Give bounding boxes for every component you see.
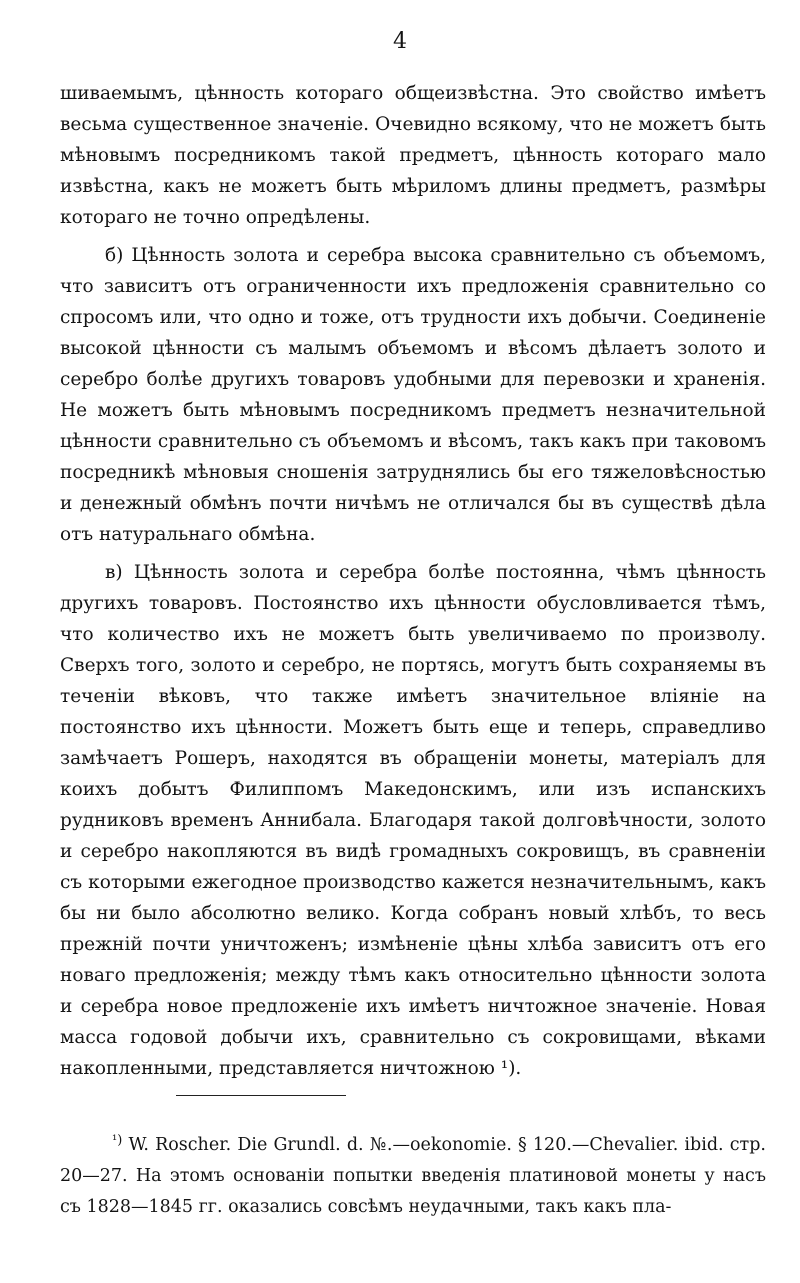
paragraph-v-tail: .	[515, 1058, 522, 1079]
footnote-text: W. Roscher. Die Grundl. d. №.—oekonomie. § 120.—Chevalier. ibid. стр. 20—27. На этомъ основанiи попытки введенiя платиновой монеты у насъ съ 1828—1845 гг. оказались совсѣмъ неудачными, такъ какъ пла-	[60, 1135, 766, 1217]
paragraph-b: б) Цѣнность золота и серебра высока сравнительно съ объемомъ, что зависитъ отъ ограниченности ихъ предложенiя сравнительно со спросомъ или, что одно и тоже, отъ трудности ихъ добычи. Соединенiе высокой цѣнности съ малымъ объемомъ и вѣсомъ дѣлаетъ золото и серебро болѣе другихъ товаровъ удобными для перевозки и храненiя. Не можетъ быть мѣновымъ посредникомъ предметъ незначительной цѣнности сравнительно съ объемомъ и вѣсомъ, такъ какъ при таковомъ посредникѣ мѣновыя сношенiя затруднялись бы его тяжеловѣсностью и денежный обмѣнъ почти ничѣмъ не отличался бы въ существѣ дѣла отъ натуральнаго обмѣна.	[60, 245, 766, 545]
paragraph-v-text: в) Цѣнность золота и серебра болѣе постоянна, чѣмъ цѣнность другихъ товаровъ. Постоянство ихъ цѣнности обусловливается тѣмъ, что количество ихъ не можетъ быть увеличиваемо по произволу. Сверхъ того, золото и серебро, не портясь, могутъ быть сохраняемы въ теченiи вѣковъ, что также имѣетъ значительное влiянiе на постоянство ихъ цѣнности. Можетъ быть еще и теперь, справедливо замѣчаетъ Рошеръ, находятся въ обращенiи монеты, матерiалъ для коихъ добытъ Филиппомъ Македонскимъ, или изъ испанскихъ рудниковъ временъ Аннибала. Благодаря такой долговѣчности, золото и серебро накопляются въ видѣ громадныхъ сокровищъ, въ сравненiи съ которыми ежегодное производство кажется незначительнымъ, какъ бы ни было абсолютно велико. Когда собранъ новый хлѣбъ, то весь прежнiй почти уничтоженъ; измѣненiе цѣны хлѣба зависитъ отъ его новаго предложенiя; между тѣмъ какъ относительно цѣнности золота и серебра новое предложенiе ихъ имѣетъ ничтожное значенiе. Новая масса годовой добычи ихъ, сравнительно съ сокровищами, вѣками накопленными, представляется ничтожною	[60, 562, 766, 1079]
body-text	[60, 78, 766, 1091]
paragraph-v	[60, 557, 766, 1084]
footnotes	[60, 1125, 766, 1223]
footnote-separator	[176, 1095, 346, 1096]
paragraph-continuation: шиваемымъ, цѣнность котораго общеизвѣстна. Это свойство имѣетъ весьма существенное значенiе. Очевидно всякому, что не можетъ быть мѣновымъ посредникомъ такой предметъ, цѣнность котораго мало извѣстна, какъ не можетъ быть мѣриломъ длины предметъ, размѣры котораго не точно опредѣлены.	[60, 83, 766, 228]
footnote-1	[60, 1125, 766, 1223]
page-number: 4	[393, 29, 407, 54]
footnote-reference: ¹)	[500, 1058, 516, 1079]
footnote-marker: ¹)	[112, 1133, 123, 1148]
